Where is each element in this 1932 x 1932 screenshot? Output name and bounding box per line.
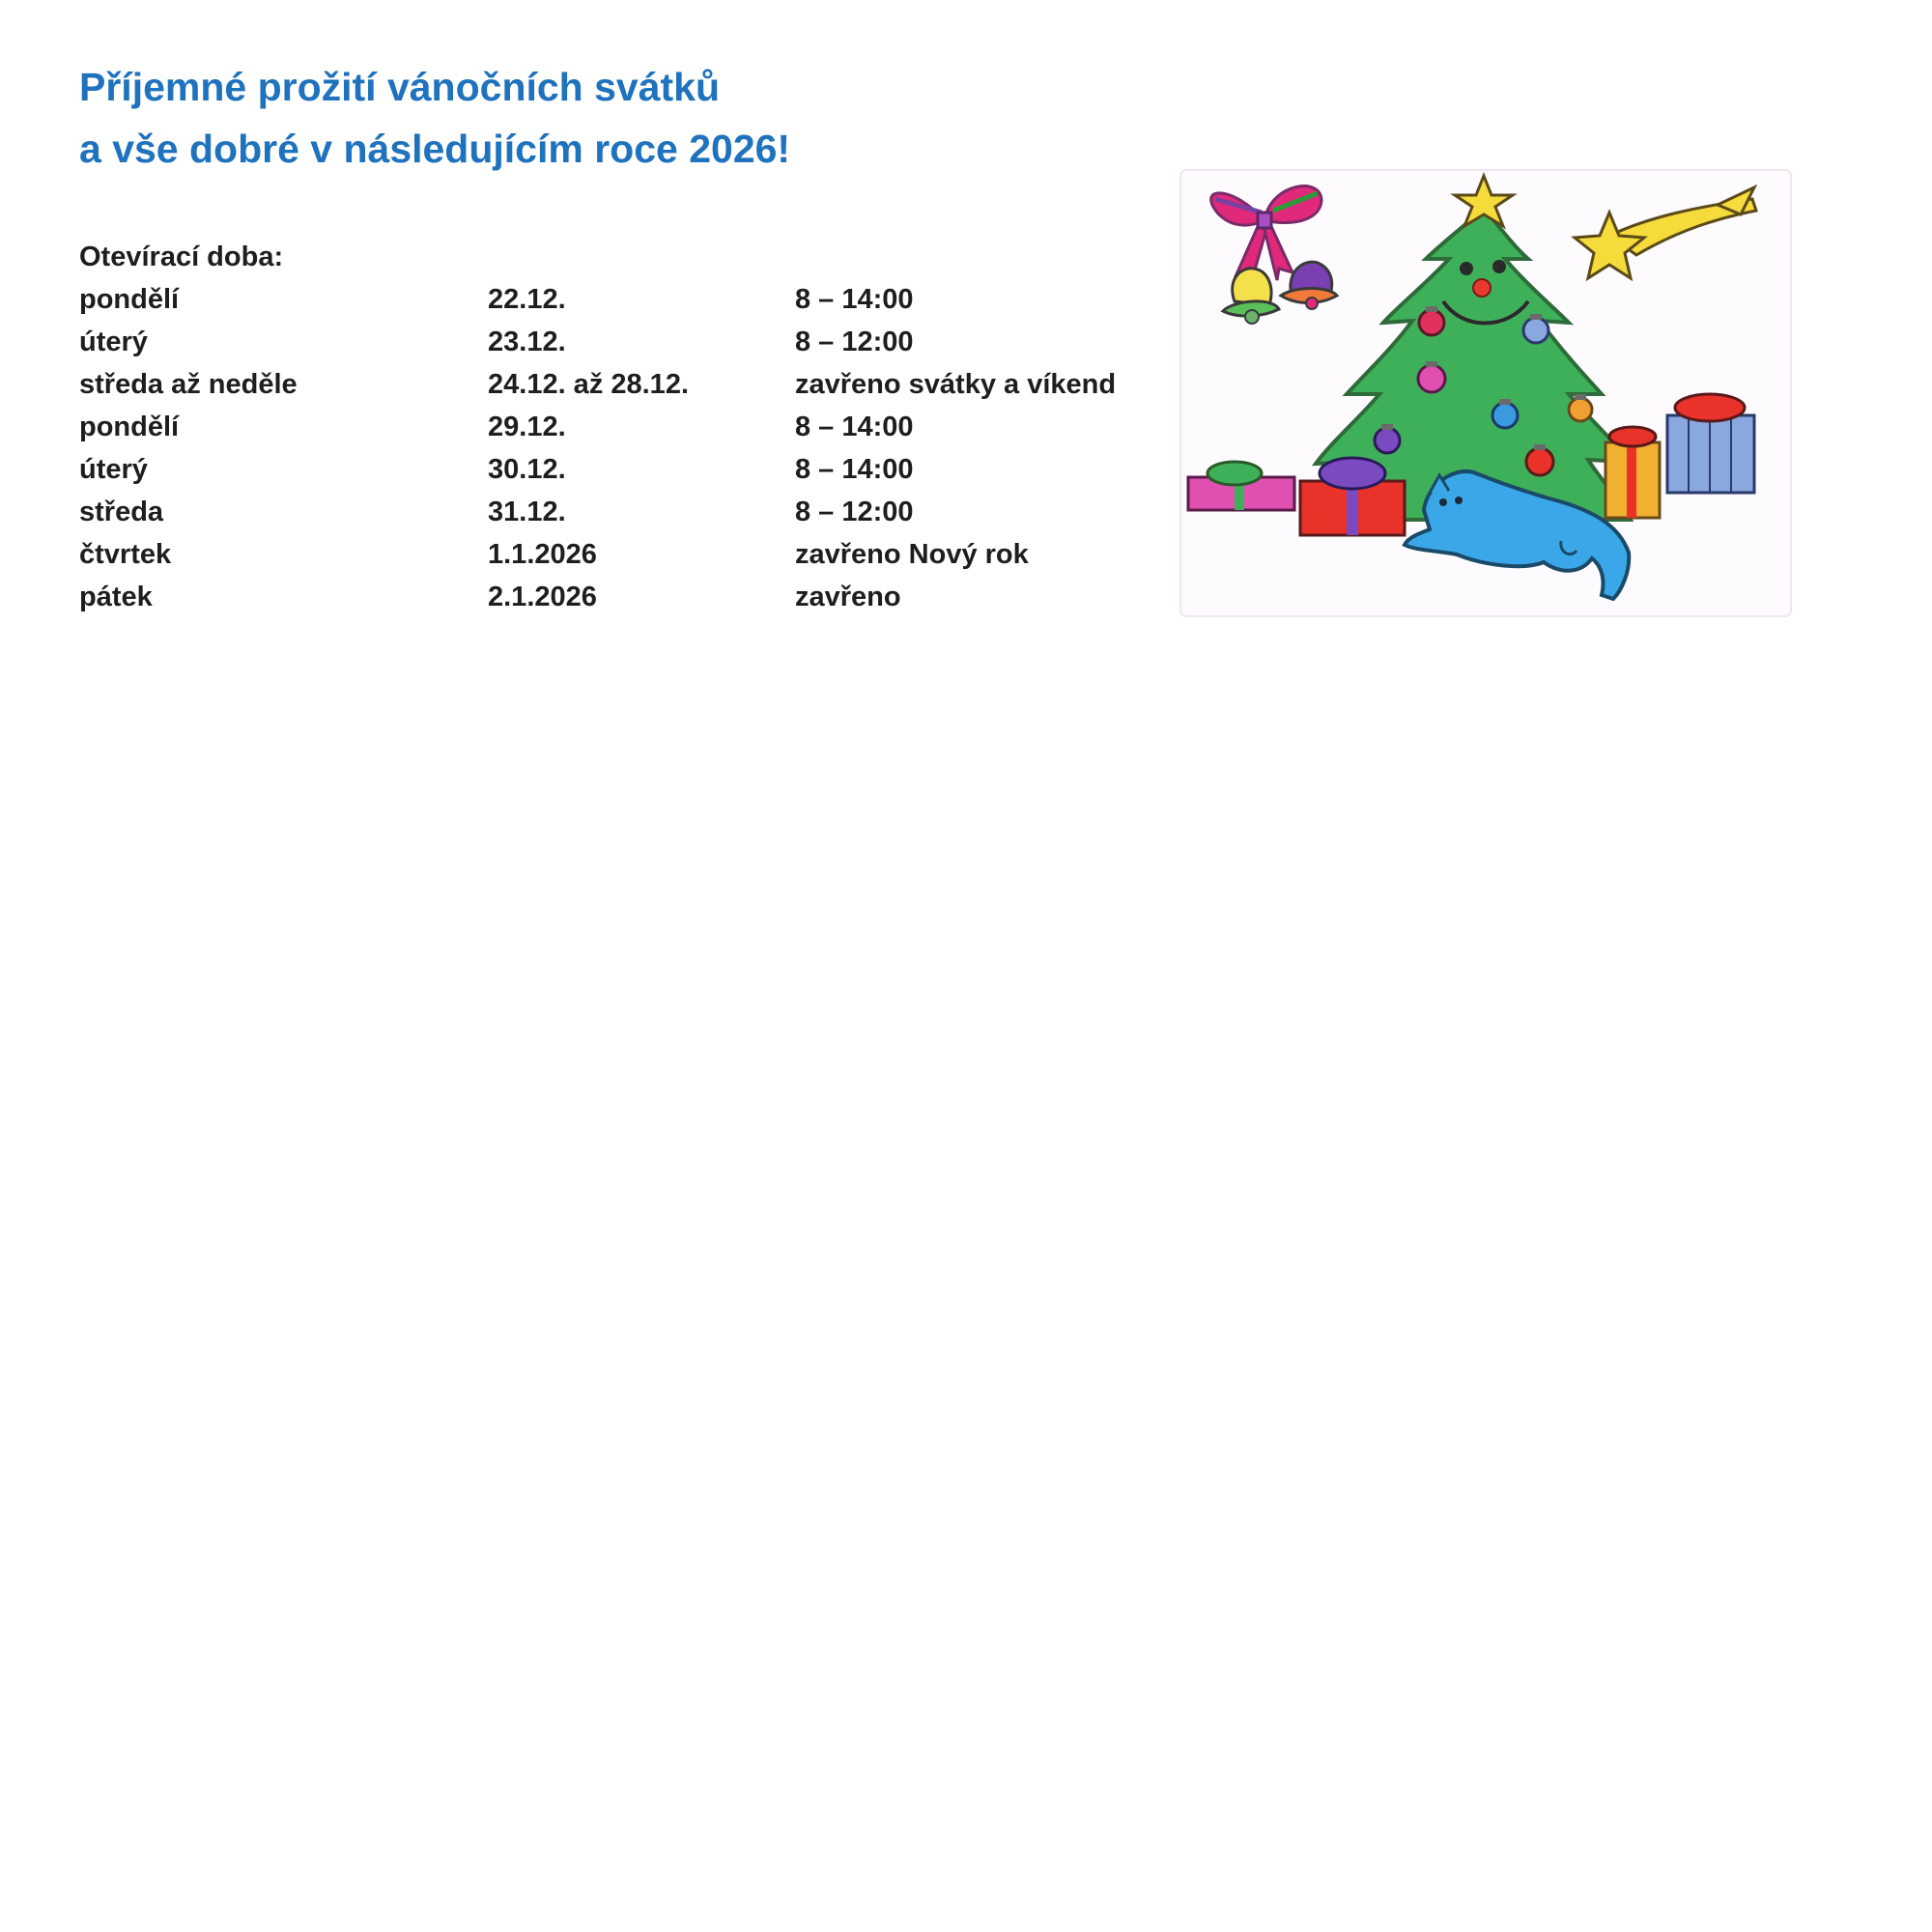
day-cell: středa až neděle [79, 369, 298, 400]
time-cell: zavřeno Nový rok [795, 539, 1029, 570]
time-cell: 8 – 14:00 [795, 412, 914, 442]
time-cell: zavřeno [795, 582, 901, 612]
time-cell: 8 – 12:00 [795, 497, 914, 527]
date-cell: 24.12. až 28.12. [488, 369, 689, 400]
opening-hours-table [79, 236, 1181, 618]
table-row [79, 533, 1181, 576]
table-row [79, 406, 1181, 448]
day-cell: středa [79, 497, 164, 527]
time-cell: 8 – 14:00 [795, 454, 914, 485]
table-row [79, 363, 1181, 406]
table-row [79, 491, 1181, 533]
date-cell: 22.12. [488, 284, 566, 315]
table-row [79, 278, 1181, 321]
greeting-line-1: Příjemné prožití vánočních svátků [79, 65, 721, 109]
date-cell: 23.12. [488, 327, 566, 357]
day-cell: pátek [79, 582, 153, 612]
time-cell: 8 – 14:00 [795, 284, 914, 315]
day-cell: úterý [79, 327, 148, 357]
time-cell: 8 – 12:00 [795, 327, 914, 357]
table-row [79, 321, 1181, 363]
table-row [79, 576, 1181, 618]
opening-hours-heading: Otevírací doba: [79, 242, 284, 272]
day-cell: pondělí [79, 284, 180, 315]
greeting-line-2: a vše dobré v následujícím roce 2026! [79, 127, 791, 171]
day-cell: čtvrtek [79, 539, 172, 570]
gift-box-icon [1605, 427, 1660, 518]
date-cell: 29.12. [488, 412, 566, 442]
day-cell: pondělí [79, 412, 180, 442]
date-cell: 1.1.2026 [488, 539, 597, 570]
gift-box-icon [1667, 394, 1754, 493]
date-cell: 2.1.2026 [488, 582, 597, 612]
time-cell: zavřeno svátky a víkend [795, 369, 1117, 400]
date-cell: 30.12. [488, 454, 566, 485]
table-row [79, 448, 1181, 491]
day-cell: úterý [79, 454, 148, 485]
christmas-tree-drawing [1177, 166, 1795, 620]
greeting-title [79, 56, 790, 180]
date-cell: 31.12. [488, 497, 566, 527]
